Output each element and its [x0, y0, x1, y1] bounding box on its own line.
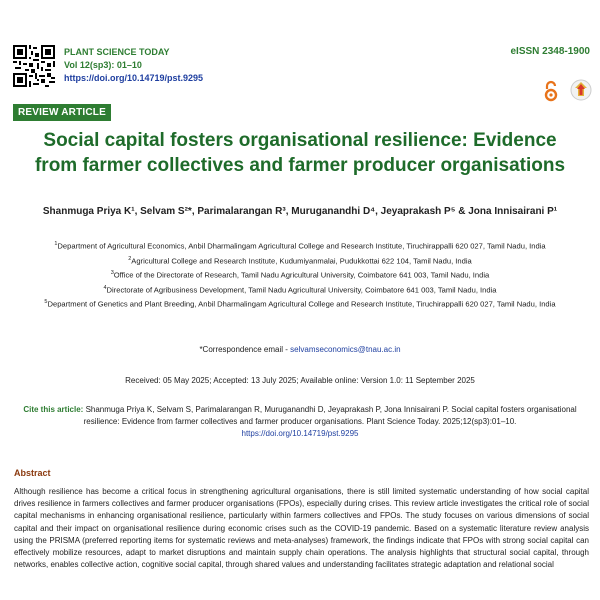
article-title: Social capital fosters organisational resilience: Evidence from farmer collectives and farmer producer organisations [34, 130, 566, 176]
journal-info [64, 46, 203, 85]
affiliation-marker: 5 [44, 299, 48, 306]
affiliation-2 [20, 253, 580, 268]
cite-label: Cite this article: [23, 405, 84, 414]
cite-text: Shanmuga Priya K, Selvam S, Parimalarangan R, Muruganandhi D, Jeyaprakash P, Jona Innisairani P. Social capital fosters organisational resilience: Evidence from farmer collectives and farmer producer organisations. Plant Science Today. 2025;12(sp3):01–10. [83, 405, 577, 426]
correspondence [0, 345, 600, 354]
affiliation-text: Agricultural College and Research Institute, Kudumiyanmalai, Pudukkottai 622 104, Tamil Nadu, India [131, 256, 472, 266]
affiliation-text: Directorate of Agribusiness Development, Tamil Nadu Agricultural University, Coimbatore 641 003, Tamil Nadu, India [106, 285, 497, 295]
open-access-icon [544, 80, 558, 102]
journal-doi-link[interactable]: https://doi.org/10.14719/pst.9295 [64, 73, 204, 83]
affiliation-1 [20, 238, 580, 253]
affiliation-5 [20, 296, 580, 311]
affiliation-marker: 4 [103, 284, 107, 291]
cite-doi-link[interactable]: https://doi.org/10.14719/pst.9295 [241, 429, 359, 438]
citation-block [20, 404, 580, 440]
author-list: Shanmuga Priya K¹, Selvam S²*, Parimalarangan R³, Muruganandhi D⁴, Jeyaprakash P⁵ & Jona Innisairani P¹ [42, 206, 558, 217]
affiliation-marker: 2 [128, 255, 132, 262]
abstract-text: Although resilience has become a critical focus in strengthening agricultural organisations, there is still limited systematic understanding of how social capital drives resilience in farmers collectives and farmer producer organisations (FPOs), especially during crises. This review article investigates the critical role of social capital mechanisms in enhancing organisational resilience, particularly within farmers collectives and FPOs. The study focuses on various dimensions of social capital and their impact on organisational resilience during economic crises such as the COVID-19 pandemic. Based on a systematic literature review analysis using the PRISMA (preferred reporting items for systematic reviews and meta-analyses) framework, the findings indicate that FPOs with strong social capital can effectively mobilize resources, adapt to market disruptions and maintain supply chain operations. The analysis highlights that structural social capital, through networks, enables collective action, cognitive social capital, through shared values and understanding facilitates strategic adaptation and relational social [14, 487, 589, 570]
affiliation-4 [20, 282, 580, 297]
publication-dates: Received: 05 May 2025; Accepted: 13 July 2025; Available online: Version 1.0: 11 September 2025 [125, 376, 475, 385]
qr-code [13, 45, 55, 87]
affiliation-3 [20, 267, 580, 282]
affiliation-marker: 3 [110, 270, 114, 277]
article-type-badge: REVIEW ARTICLE [13, 104, 111, 121]
abstract-heading: Abstract [14, 468, 51, 478]
correspondence-label: *Correspondence email - [199, 345, 291, 354]
affiliations [20, 238, 580, 311]
eissn: eISSN 2348-1900 [510, 46, 590, 57]
check-for-updates-icon[interactable] [570, 78, 592, 102]
affiliation-text: Department of Agricultural Economics, Anbil Dharmalingam Agricultural College and Research Institute, Tiruchirappalli 620 027, Tamil Nadu, India [57, 241, 546, 251]
journal-volume: Vol 12(sp3): 01–10 [64, 60, 142, 70]
affiliation-marker: 1 [54, 241, 58, 247]
correspondence-email-link[interactable]: selvamseconomics@tnau.ac.in [290, 345, 401, 354]
affiliation-text: Department of Genetics and Plant Breeding, Anbil Dharmalingam Agricultural College and Research Institute, Tiruchirappalli 620 027, Tamil Nadu, India [47, 299, 556, 309]
affiliation-text: Office of the Directorate of Research, Tamil Nadu Agricultural University, Coimbatore 641 003, Tamil Nadu, India [113, 270, 490, 280]
journal-name: PLANT SCIENCE TODAY [64, 47, 170, 57]
